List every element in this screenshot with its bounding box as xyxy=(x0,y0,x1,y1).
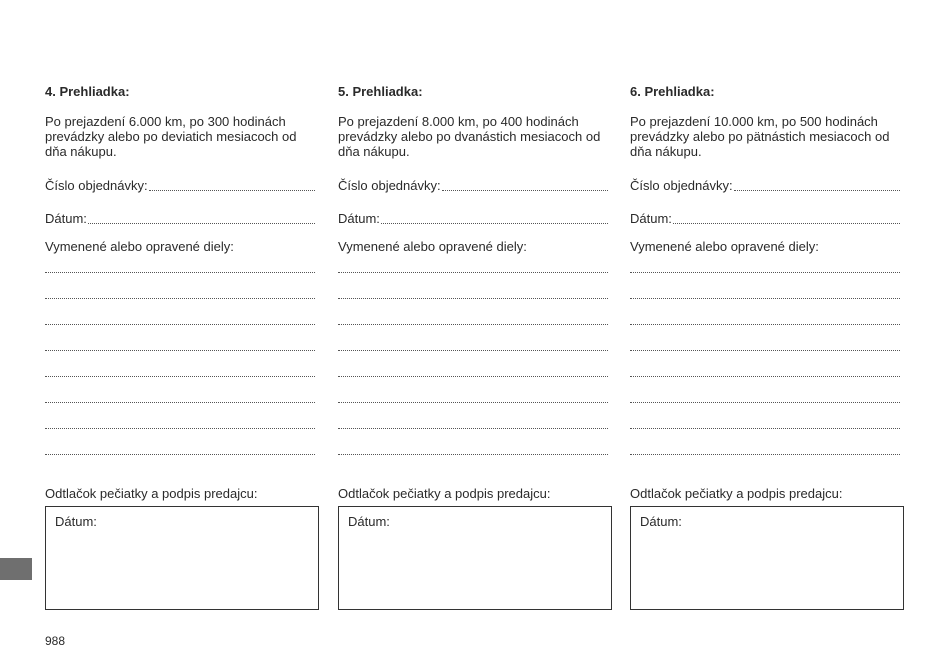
parts-line[interactable] xyxy=(630,273,900,299)
inspection-heading: 5. Prehliadka: xyxy=(338,84,423,99)
parts-line[interactable] xyxy=(630,325,900,351)
date-field[interactable] xyxy=(630,210,900,226)
inspection-heading: 6. Prehliadka: xyxy=(630,84,715,99)
parts-line[interactable] xyxy=(45,429,315,455)
parts-line[interactable] xyxy=(630,403,900,429)
inspection-heading: 4. Prehliadka: xyxy=(45,84,130,99)
stamp-label: Odtlačok pečiatky a podpis predajcu: xyxy=(45,486,258,501)
parts-line[interactable] xyxy=(630,255,900,273)
parts-label: Vymenené alebo opravené diely: xyxy=(338,239,527,254)
parts-line[interactable] xyxy=(45,255,315,273)
parts-line[interactable] xyxy=(630,429,900,455)
stamp-box[interactable] xyxy=(45,506,319,610)
date-field[interactable] xyxy=(45,210,315,226)
parts-line[interactable] xyxy=(630,351,900,377)
stamp-box[interactable] xyxy=(338,506,612,610)
inspection-intro: Po prejazdení 6.000 km, po 300 hodinách prevádzky alebo po deviatich mesiacoch od dňa nákupu. xyxy=(45,114,297,159)
order-number-label: Číslo objednávky: xyxy=(338,178,441,193)
parts-line[interactable] xyxy=(630,299,900,325)
date-label: Dátum: xyxy=(338,211,380,226)
inspection-intro: Po prejazdení 10.000 km, po 500 hodinách prevádzky alebo po pätnástich mesiacoch od dňa nákupu. xyxy=(630,114,890,159)
order-number-label: Číslo objednávky: xyxy=(45,178,148,193)
parts-line[interactable] xyxy=(45,273,315,299)
stamp-date-label: Dátum: xyxy=(55,514,97,529)
date-line xyxy=(88,223,315,224)
order-number-line xyxy=(442,190,608,191)
parts-label: Vymenené alebo opravené diely: xyxy=(45,239,234,254)
parts-line[interactable] xyxy=(45,325,315,351)
stamp-box[interactable] xyxy=(630,506,904,610)
stamp-date-label: Dátum: xyxy=(640,514,682,529)
parts-line[interactable] xyxy=(630,377,900,403)
stamp-label: Odtlačok pečiatky a podpis predajcu: xyxy=(338,486,551,501)
stamp-date-label: Dátum: xyxy=(348,514,390,529)
parts-line[interactable] xyxy=(338,377,608,403)
parts-line[interactable] xyxy=(338,299,608,325)
date-field[interactable] xyxy=(338,210,608,226)
parts-line[interactable] xyxy=(338,325,608,351)
date-label: Dátum: xyxy=(630,211,672,226)
inspection-4-column xyxy=(45,84,315,610)
date-line xyxy=(381,223,608,224)
parts-line[interactable] xyxy=(45,377,315,403)
parts-line[interactable] xyxy=(338,429,608,455)
parts-line[interactable] xyxy=(338,273,608,299)
inspection-6-column xyxy=(630,84,900,610)
inspection-5-column xyxy=(338,84,608,610)
parts-line[interactable] xyxy=(45,403,315,429)
page-number: 988 xyxy=(45,634,66,648)
chapter-tab-marker xyxy=(0,558,32,580)
parts-line[interactable] xyxy=(338,351,608,377)
parts-line[interactable] xyxy=(45,351,315,377)
order-number-line xyxy=(149,190,315,191)
date-label: Dátum: xyxy=(45,211,87,226)
parts-label: Vymenené alebo opravené diely: xyxy=(630,239,819,254)
parts-line[interactable] xyxy=(338,403,608,429)
parts-line[interactable] xyxy=(45,299,315,325)
order-number-field[interactable] xyxy=(45,177,315,193)
inspection-intro: Po prejazdení 8.000 km, po 400 hodinách prevádzky alebo po dvanástich mesiacoch od dňa nákupu. xyxy=(338,114,601,159)
date-line xyxy=(673,223,900,224)
order-number-line xyxy=(734,190,900,191)
stamp-label: Odtlačok pečiatky a podpis predajcu: xyxy=(630,486,843,501)
order-number-label: Číslo objednávky: xyxy=(630,178,733,193)
order-number-field[interactable] xyxy=(630,177,900,193)
order-number-field[interactable] xyxy=(338,177,608,193)
parts-line[interactable] xyxy=(338,255,608,273)
